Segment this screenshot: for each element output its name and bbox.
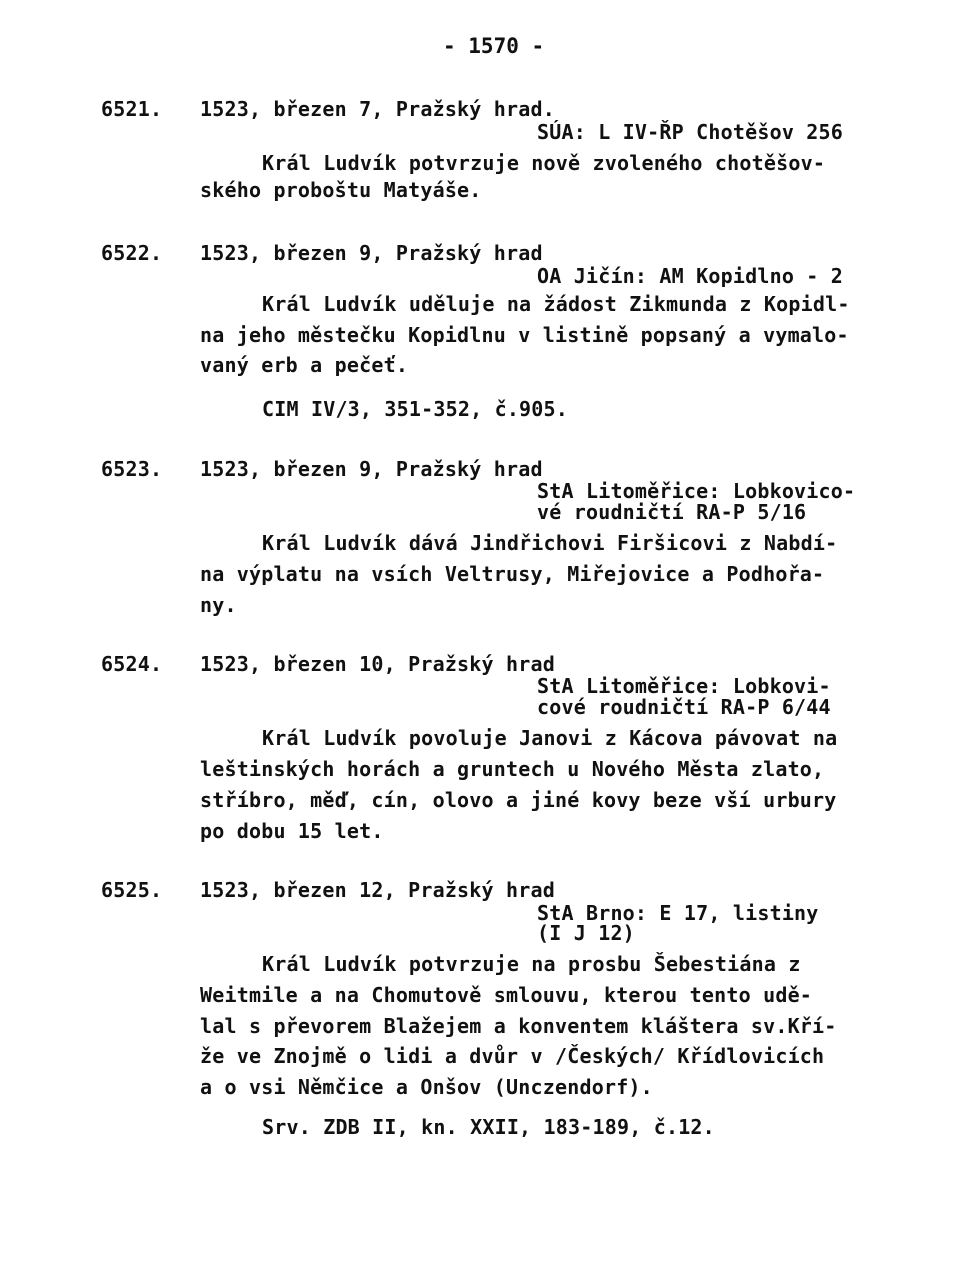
regest-text: že ve Znojmě o lidi a dvůr v /Českých/ Křídlovicích <box>200 1044 825 1068</box>
archive-reference: StA Brno: E 17, listiny <box>537 901 819 925</box>
entry-number: 6523. <box>101 457 163 481</box>
literature-note: Srv. ZDB II, kn. XXII, 183-189, č.12. <box>262 1115 715 1139</box>
regest-text: a o vsi Němčice a Onšov (Unczendorf). <box>200 1075 653 1099</box>
archive-reference: (I J 12) <box>537 921 635 945</box>
regest-text: ského proboštu Matyáše. <box>200 178 482 202</box>
regest-text: leštinských horách a gruntech u Nového Města zlato, <box>200 757 825 781</box>
regest-text: Weitmile a na Chomutově smlouvu, kterou tento udě- <box>200 983 813 1007</box>
regest-text: na jeho městečku Kopidlnu v listině popsaný a vymalo- <box>200 323 849 347</box>
archive-reference: StA Litoměřice: Lobkovico- <box>537 479 856 503</box>
regest-text: Král Ludvík povoluje Janovi z Kácova pávovat na <box>262 726 838 750</box>
archive-reference: cové roudničtí RA-P 6/44 <box>537 695 831 719</box>
regest-text: ny. <box>200 593 237 617</box>
regest-text: vaný erb a pečeť. <box>200 353 409 377</box>
entry-number: 6522. <box>101 241 163 265</box>
archive-reference: StA Litoměřice: Lobkovi- <box>537 674 831 698</box>
entry-number: 6521. <box>101 97 163 121</box>
entry-header: 1523, březen 9, Pražský hrad <box>200 241 543 265</box>
archive-reference: OA Jičín: AM Kopidlno - 2 <box>537 264 844 288</box>
regest-text: stříbro, měď, cín, olovo a jiné kovy beze vší urbury <box>200 788 837 812</box>
regest-text: Král Ludvík uděluje na žádost Zikmunda z Kopidl- <box>262 292 850 316</box>
regest-text: po dobu 15 let. <box>200 819 384 843</box>
archive-reference: vé roudničtí RA-P 5/16 <box>537 500 807 524</box>
entry-number: 6524. <box>101 652 163 676</box>
entry-header: 1523, březen 9, Pražský hrad <box>200 457 543 481</box>
entry-number: 6525. <box>101 878 163 902</box>
regest-text: na výplatu na vsích Veltrusy, Miřejovice a Podhořa- <box>200 562 825 586</box>
regest-text: Král Ludvík potvrzuje na prosbu Šebestiána z <box>262 952 801 976</box>
entry-header: 1523, březen 7, Pražský hrad. <box>200 97 555 121</box>
archive-reference: SÚA: L IV-ŘP Chotěšov 256 <box>537 120 844 144</box>
regest-text: lal s převorem Blažejem a konventem kláštera sv.Kří- <box>200 1014 837 1038</box>
literature-note: CIM IV/3, 351-352, č.905. <box>262 397 569 421</box>
entry-header: 1523, březen 10, Pražský hrad <box>200 652 555 676</box>
entry-header: 1523, březen 12, Pražský hrad <box>200 878 555 902</box>
regest-text: Král Ludvík dává Jindřichovi Firšicovi z Nabdí- <box>262 531 838 555</box>
regest-text: Král Ludvík potvrzuje nově zvoleného chotěšov- <box>262 151 826 175</box>
page-number: - 1570 - <box>443 34 545 58</box>
